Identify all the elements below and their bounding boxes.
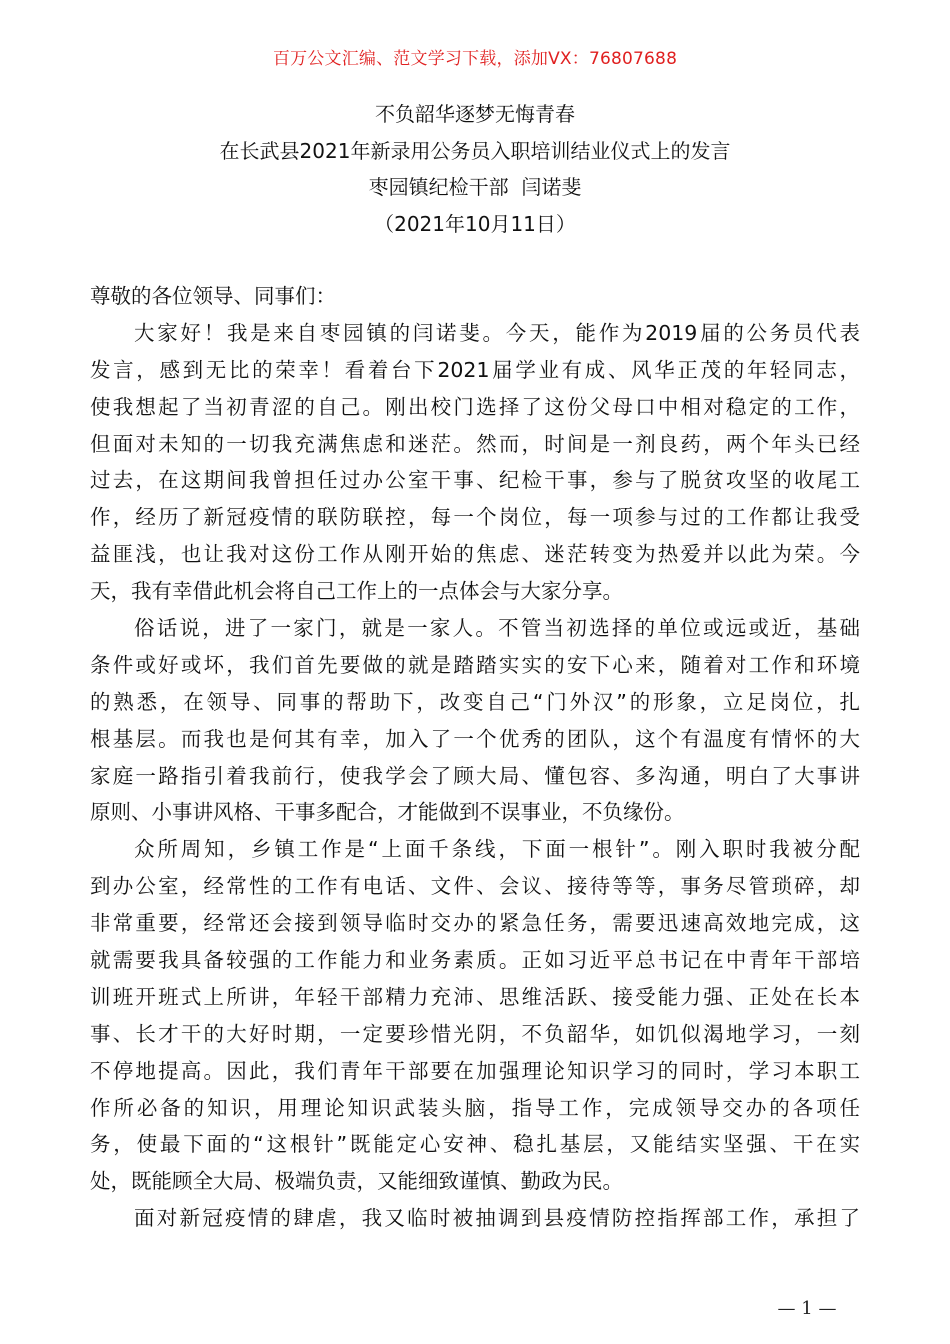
paragraph-line: 益匪浅，也让我对这份工作从刚开始的焦虑、迷茫转变为热爱并以此为荣。今 [90, 542, 860, 567]
paragraph-line: 面对新冠疫情的肆虐，我又临时被抽调到县疫情防控指挥部工作，承担了 [134, 1206, 860, 1231]
paragraph-line: 作所必备的知识，用理论知识武装头脑，指导工作，完成领导交办的各项任 [90, 1095, 860, 1120]
paragraph-line: 处，既能顾全大局、极端负责，又能细致谨慎、勤政为民。 [90, 1169, 623, 1194]
paragraph-4 [90, 1200, 860, 1237]
watermark-banner: 百万公文汇编、范文学习下载，添加VX：76807688 [272, 49, 678, 69]
paragraph-line: 就需要我具备较强的工作能力和业务素质。正如习近平总书记在中青年干部培 [90, 948, 860, 973]
paragraph-line: 不停地提高。因此，我们青年干部要在加强理论知识学习的同时，学习本职工 [90, 1058, 860, 1083]
document-title: 不负韶华逐梦无悔青春 [375, 102, 575, 126]
paragraph-line: 使我想起了当初青涩的自己。刚出校门选择了这份父母口中相对稳定的工作， [90, 394, 860, 419]
document-subtitle: 在长武县2021年新录用公务员入职培训结业仪式上的发言 [219, 138, 731, 163]
date-line: （2021年10月11日） [374, 211, 576, 236]
document-body [90, 278, 860, 1237]
paragraph-line: 到办公室，经常性的工作有电话、文件、会议、接待等等，事务尽管琐碎，却 [90, 874, 860, 899]
paragraph-1 [90, 315, 860, 610]
paragraph-line: 众所周知，乡镇工作是“上面千条线，下面一根针”。刚入职时我被分配 [134, 837, 860, 862]
paragraph-3 [90, 831, 860, 1200]
salutation: 尊敬的各位领导、同事们： [90, 284, 336, 308]
paragraph-line: 务，使最下面的“这根针”既能定心安神、稳扎基层，又能结实坚强、干在实 [90, 1132, 860, 1157]
paragraph-line: 作，经历了新冠疫情的联防联控，每一个岗位，每一项参与过的工作都让我受 [90, 505, 860, 530]
author-line: 枣园镇纪检干部 闫诺斐 [368, 175, 582, 199]
paragraph-line: 根基层。而我也是何其有幸，加入了一个优秀的团队，这个有温度有情怀的大 [90, 726, 860, 751]
page-number: — 1 — [777, 1298, 837, 1319]
paragraph-line: 大家好！我是来自枣园镇的闫诺斐。今天，能作为2019届的公务员代表 [134, 320, 860, 345]
paragraph-line: 训班开班式上所讲，年轻干部精力充沛、思维活跃、接受能力强、正处在长本 [90, 984, 860, 1009]
paragraph-line: 条件或好或坏，我们首先要做的就是踏踏实实的安下心来，随着对工作和环境 [90, 652, 860, 677]
paragraph-line: 家庭一路指引着我前行，使我学会了顾大局、懂包容、多沟通，明白了大事讲 [90, 763, 860, 788]
paragraph-line: 过去，在这期间我曾担任过办公室干事、纪检干事，参与了脱贫攻坚的收尾工 [90, 468, 860, 493]
paragraph-2 [90, 610, 860, 831]
paragraph-line: 原则、小事讲风格、干事多配合，才能做到不误事业，不负缘份。 [90, 800, 685, 825]
title-block [0, 96, 950, 242]
paragraph-line: 发言，感到无比的荣幸！看着台下2021届学业有成、风华正茂的年轻同志， [90, 357, 860, 382]
paragraph-line: 天，我有幸借此机会将自己工作上的一点体会与大家分享。 [90, 579, 623, 604]
paragraph-line: 的熟悉，在领导、同事的帮助下，改变自己“门外汉”的形象，立足岗位，扎 [90, 689, 860, 714]
paragraph-line: 俗话说，进了一家门，就是一家人。不管当初选择的单位或远或近，基础 [134, 616, 860, 641]
paragraph-line: 事、长才干的大好时期，一定要珍惜光阴，不负韶华，如饥似渴地学习，一刻 [90, 1021, 860, 1046]
paragraph-line: 非常重要，经常还会接到领导临时交办的紧急任务，需要迅速高效地完成，这 [90, 911, 860, 936]
paragraph-line: 但面对未知的一切我充满焦虑和迷茫。然而，时间是一剂良药，两个年头已经 [90, 431, 860, 456]
